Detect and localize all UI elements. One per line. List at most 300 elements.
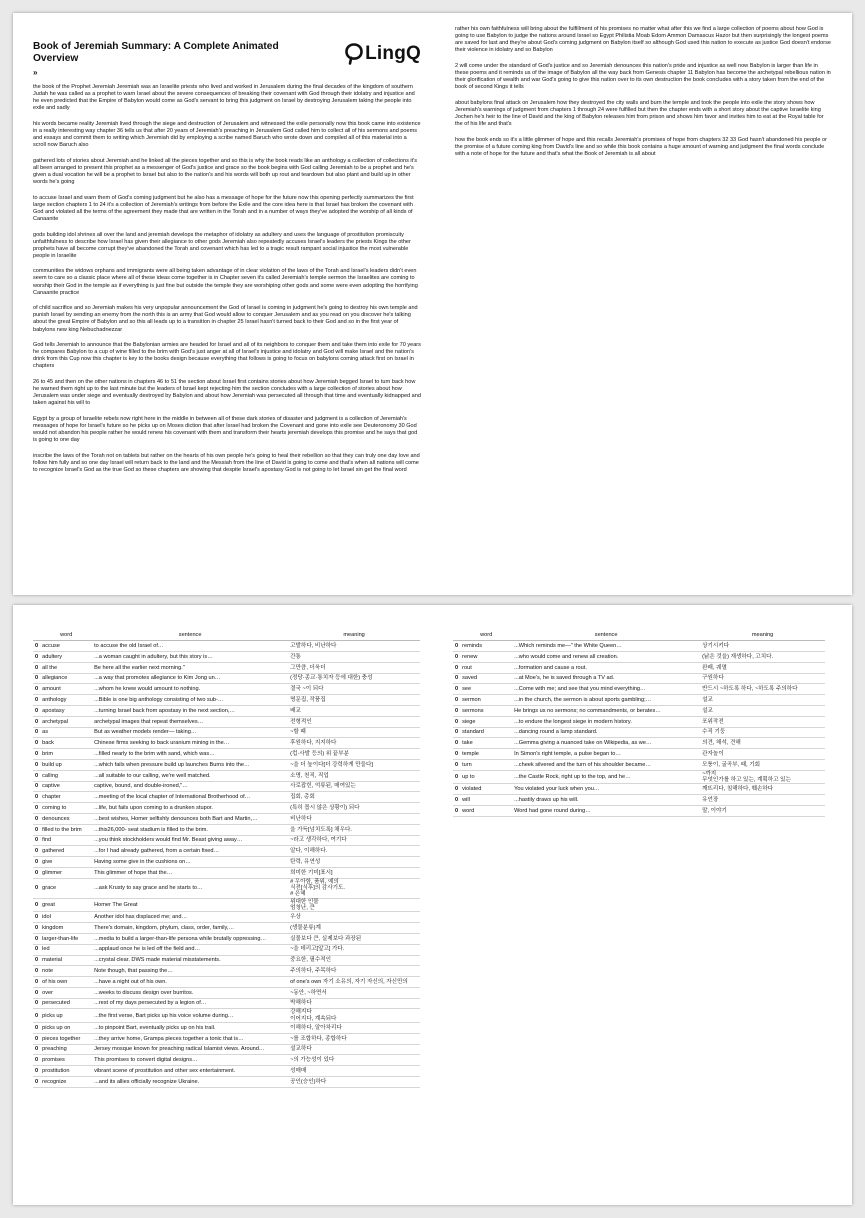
vocab-word: give bbox=[40, 857, 92, 868]
example-sentence: ...meeting of the local chapter of International Brotherhood of… bbox=[92, 792, 288, 803]
word-meaning: (특히 몹시 않은 상황이) 되다 bbox=[288, 803, 420, 814]
word-meaning: 전형적인 bbox=[288, 716, 420, 727]
word-meaning: 설교하다 bbox=[288, 1044, 420, 1055]
vocab-word: back bbox=[40, 738, 92, 749]
vocab-word: reminds bbox=[460, 641, 512, 652]
word-count: 0 bbox=[33, 955, 40, 966]
transcript-paragraph: gods building idol shrines all over the land and jeremiah develops the metaphor of idolatry as adultery and uses the language of prostitution promiscuity unfaithfulness to describe how Israel has given their allegiance to other gods Jeremiah also repeatedly accuses Israel's leaders the priests Kings the other prophets have all become corrupt they've abandoned the Torah and covenant which has led to a tragic result rampant social injustice the most vulnerable people in Israelite bbox=[33, 231, 411, 259]
word-meaning: 모퉁이, 굴곡부, 때, 기회 bbox=[700, 760, 825, 771]
vocab-word: of his own bbox=[40, 977, 92, 988]
vocab-word: adultery bbox=[40, 652, 92, 663]
word-meaning: 주의하다, 주목하다 bbox=[288, 966, 420, 977]
word-meaning: 반드시 ~하도록 하다, ~하도록 주의하다 bbox=[700, 684, 825, 695]
example-sentence: You violated your luck when you… bbox=[512, 784, 700, 795]
example-sentence: ...they arrive home, Grampa pieces together a tonic that is… bbox=[92, 1033, 288, 1044]
word-count: 0 bbox=[33, 987, 40, 998]
word-count: 0 bbox=[33, 1044, 40, 1055]
example-sentence: ...rest of my days persecuted by a legion of… bbox=[92, 998, 288, 1009]
word-count: 0 bbox=[33, 1077, 40, 1088]
example-sentence: ...which fails when pressure build up launches Burns into the… bbox=[92, 760, 288, 771]
transcript-paragraph: his words became reality Jeremiah lived through the siege and destruction of Jerusalem and witnessed the exile personally now this book came into existence in a really interesting way chapter 36 tells us that after 20 years of Jeremiah's preaching in Jerusalem God called him to collect all of his sermons and poems and essays and commit them to writing which Jeremiah did by employing a scribe named Baruch who wrote down and compiled all of this material into a scroll now Baruch also bbox=[33, 120, 421, 149]
example-sentence: vibrant scene of prostitution and other sex entertainment. bbox=[92, 1066, 288, 1077]
lingq-logo-icon bbox=[345, 43, 363, 65]
example-sentence: In Simon's right temple, a pulse began to… bbox=[512, 749, 700, 760]
vocab-row bbox=[453, 749, 825, 760]
word-count: 0 bbox=[453, 727, 460, 738]
vocab-row bbox=[453, 727, 825, 738]
vocab-word: will bbox=[460, 795, 512, 806]
word-meaning: 을 가득[넘치도록] 채우다. bbox=[288, 824, 420, 835]
vocab-row bbox=[453, 760, 825, 771]
header-word: word bbox=[460, 630, 512, 641]
word-meaning: of one's own 자기 소유의, 자기 자신의, 자신만의 bbox=[288, 977, 420, 988]
vocab-word: see bbox=[460, 684, 512, 695]
lingq-logo bbox=[345, 43, 421, 65]
vocab-row bbox=[33, 898, 420, 912]
vocab-word: up to bbox=[460, 770, 512, 784]
vocab-row bbox=[33, 706, 420, 717]
word-meaning: (낡은 것을) 재생하다, 고치다. bbox=[700, 652, 825, 663]
header-meaning: meaning bbox=[700, 630, 825, 641]
word-count: 0 bbox=[453, 806, 460, 817]
vocab-word: gathered bbox=[40, 846, 92, 857]
word-count: 0 bbox=[33, 835, 40, 846]
transcript-right-paragraphs bbox=[455, 26, 831, 158]
word-meaning: 알다, 이해하다. bbox=[288, 846, 420, 857]
word-count: 0 bbox=[453, 641, 460, 652]
word-count: 0 bbox=[33, 792, 40, 803]
vocab-word: as bbox=[40, 727, 92, 738]
vocab-row bbox=[33, 933, 420, 944]
word-count: 0 bbox=[33, 684, 40, 695]
vocab-word: rout bbox=[460, 662, 512, 673]
vocab-row bbox=[33, 1044, 420, 1055]
word-count: 0 bbox=[453, 716, 460, 727]
vocab-row bbox=[33, 1023, 420, 1034]
vocab-word: denounces bbox=[40, 814, 92, 825]
example-sentence: ...to pinpoint Bart, eventually picks up on his trail. bbox=[92, 1023, 288, 1034]
word-count: 0 bbox=[33, 738, 40, 749]
word-meaning: 배교 bbox=[288, 706, 420, 717]
vocab-word: take bbox=[460, 738, 512, 749]
vocab-word: apostasy bbox=[40, 706, 92, 717]
word-count: 0 bbox=[33, 781, 40, 792]
vocab-row bbox=[33, 1055, 420, 1066]
vocab-word: picks up bbox=[40, 1009, 92, 1023]
lingq-logo-text: LingQ bbox=[365, 43, 421, 64]
vocab-word: anthology bbox=[40, 695, 92, 706]
word-meaning: 상기시키다 bbox=[700, 641, 825, 652]
word-count: 0 bbox=[33, 662, 40, 673]
word-meaning: 그만큼, 더욱더 bbox=[288, 662, 420, 673]
transcript-paragraph: 2 will come under the standard of God's justice and so Jeremiah denounces this nation's pride and injustice as well now Babylon is larger than life in these poems and it reminds us of the image of Babylon all the way back from Genesis chapter 11 Babylon has become the archetypal rebellious nation in their glorification of wealth and war God's going to give this nation over to its own destruction the book concludes with a story taken from the end of the book of second Kings it tells bbox=[455, 62, 831, 91]
word-meaning: 유언장 bbox=[700, 795, 825, 806]
example-sentence: ...media to build a larger-than-life persona while brutally oppressing… bbox=[92, 933, 288, 944]
vocab-word: accuse bbox=[40, 641, 92, 652]
vocab-word: find bbox=[40, 835, 92, 846]
word-count: 0 bbox=[33, 977, 40, 988]
header-meaning: meaning bbox=[288, 630, 420, 641]
word-meaning: 완패, 궤멸 bbox=[700, 662, 825, 673]
example-sentence: ...turning Israel back from apostasy in the next section,… bbox=[92, 706, 288, 717]
vocabulary-table-left bbox=[33, 630, 420, 1088]
word-count: 0 bbox=[33, 846, 40, 857]
example-sentence: Jersey mosque known for preaching radical Islamist views. Around… bbox=[92, 1044, 288, 1055]
word-count: 0 bbox=[33, 878, 40, 898]
header-sentence: sentence bbox=[512, 630, 700, 641]
word-meaning: (정당·종교·통치자 등에 대한) 충성 bbox=[288, 673, 420, 684]
example-sentence: ...a way that promotes allegiance to Kim Jong un… bbox=[92, 673, 288, 684]
word-meaning: ~까지 무엇인가를 하고 있는, 계획하고 있는 bbox=[700, 770, 825, 784]
vocab-word: picks up on bbox=[40, 1023, 92, 1034]
example-sentence: ...the Castle Rock, right up to the top, and he… bbox=[512, 770, 700, 784]
vocab-word: promises bbox=[40, 1055, 92, 1066]
vocab-word: sermons bbox=[460, 706, 512, 717]
example-sentence: This promises to convert digital designs… bbox=[92, 1055, 288, 1066]
vocab-row bbox=[33, 1077, 420, 1088]
word-meaning: 말, 이야기 bbox=[700, 806, 825, 817]
transcript-paragraph: God tells Jeremiah to announce that the Babylonian armies are headed for Israel and all of its neighbors to conquer them and take them into exile for 70 years he compares Babylon to a cup of wine filled to the brim with God's just anger at all of Israel's injustice and idolatry and God will make Israel and the nation's drink from this Cup now this chapter is key to the books design because everything that follows is going to focus on babylons coming attack first on Israel in chapters bbox=[33, 342, 421, 370]
vocab-row bbox=[33, 662, 420, 673]
vocab-header-row bbox=[33, 630, 420, 641]
word-count: 0 bbox=[453, 706, 460, 717]
example-sentence: ...life, but fails upon coming to a drunken stupor. bbox=[92, 803, 288, 814]
word-meaning: 중요한, 필수적인 bbox=[288, 955, 420, 966]
vocabulary-rows-right bbox=[453, 641, 825, 817]
word-meaning: 위대한 인물 엄청난, 큰 bbox=[288, 898, 420, 912]
vocab-row bbox=[33, 987, 420, 998]
vocab-row bbox=[453, 695, 825, 706]
vocab-word: standard bbox=[460, 727, 512, 738]
example-sentence: ...applaud once he is led off the field and… bbox=[92, 944, 288, 955]
word-count: 0 bbox=[33, 1055, 40, 1066]
word-count: 0 bbox=[33, 1066, 40, 1077]
example-sentence: ...at Moe's, he is saved through a TV ad. bbox=[512, 673, 700, 684]
vocabulary-rows-left bbox=[33, 641, 420, 1088]
header-word: word bbox=[40, 630, 92, 641]
vocab-word: siege bbox=[460, 716, 512, 727]
word-count: 0 bbox=[33, 673, 40, 684]
vocab-word: temple bbox=[460, 749, 512, 760]
word-meaning: (컵·사발 등의) 위 끝부분 bbox=[288, 749, 420, 760]
vocab-row bbox=[33, 1033, 420, 1044]
vocab-row bbox=[33, 695, 420, 706]
word-count: 0 bbox=[453, 673, 460, 684]
vocab-row bbox=[453, 770, 825, 784]
vocab-word: preaching bbox=[40, 1044, 92, 1055]
word-count: 0 bbox=[33, 760, 40, 771]
word-meaning: 강해지다 이어지다, 계속되다 bbox=[288, 1009, 420, 1023]
vocab-row bbox=[33, 652, 420, 663]
word-meaning: ~라고 생각하다, 여기다 bbox=[288, 835, 420, 846]
vocab-row bbox=[453, 684, 825, 695]
transcript-paragraph: gathered lots of stories about Jeremiah and he linked all the pieces together and so this is why the book reads like an anthology a collection of collections it's all been arranged to present this prophet as a messenger of God's justice and grace so the book begins with God calling Jeremiah to be a prophet and he's given a dual vocation he will be a prophet to Israel but also to the nation's and his words will both up rout and teardown but also plant and build up in other words he's going bbox=[33, 157, 418, 186]
vocab-row bbox=[33, 912, 420, 923]
vocab-word: filled to the brim bbox=[40, 824, 92, 835]
transcript-right-column bbox=[455, 26, 831, 158]
word-meaning: 깨뜨리다, 침해하다, 훼손하다 bbox=[700, 784, 825, 795]
word-count: 0 bbox=[453, 662, 460, 673]
example-sentence: ...best wishes, Homer selfishly denounces both Bart and Martin,… bbox=[92, 814, 288, 825]
vocab-word: idol bbox=[40, 912, 92, 923]
word-count: 0 bbox=[33, 814, 40, 825]
vocab-row bbox=[33, 998, 420, 1009]
vocab-row bbox=[33, 977, 420, 988]
vocab-row bbox=[453, 738, 825, 749]
transcript-paragraph: 26 to 45 and then on the other nations in chapters 46 to 51 the section about Israel first contains stories about how Jeremiah begged Israel to turn back how he warned them right up to the last minute but the leaders of Israel kept rejecting him the section concludes with a large collection of stories about how Jerusalem was under siege and eventually destroyed by Babylon and about how Jeremiah was persecuted all through that time and eventually kidnapped and taken against his will to bbox=[33, 379, 421, 407]
vocab-row bbox=[453, 784, 825, 795]
example-sentence: Be here all the earlier next morning." bbox=[92, 662, 288, 673]
example-sentence: This glimmer of hope that the… bbox=[92, 868, 288, 879]
vocab-word: brim bbox=[40, 749, 92, 760]
word-meaning: 명문집, 작품집 bbox=[288, 695, 420, 706]
word-count: 0 bbox=[33, 933, 40, 944]
vocab-header-row bbox=[453, 630, 825, 641]
example-sentence: Having some give in the cushions on… bbox=[92, 857, 288, 868]
word-count: 0 bbox=[33, 803, 40, 814]
word-meaning: 집회, 총회 bbox=[288, 792, 420, 803]
vocab-row bbox=[33, 738, 420, 749]
vocab-row bbox=[453, 652, 825, 663]
word-meaning: 사로잡힌, 억류된, 매여있는 bbox=[288, 781, 420, 792]
vocab-word: violated bbox=[460, 784, 512, 795]
transcript-paragraph: about babylons final attack on Jerusalem how they destroyed the city walls and burn the temple and took the people into exile the story shows how Jeremiah's warnings of judgment from chapters 1 through 24 were fulfilled but then the chapter ends with a short story about the captive Israelite king Jochen he's heir to the line of David and the king of Babylon releases him from prison and shows him favor and invites him to eat at the Royal table for the of his life and that's bbox=[455, 99, 824, 128]
vocab-word: calling bbox=[40, 770, 92, 781]
word-meaning: 이해하다, 알아차리다 bbox=[288, 1023, 420, 1034]
word-count: 0 bbox=[33, 706, 40, 717]
vocab-word: larger-than-life bbox=[40, 933, 92, 944]
vocab-row bbox=[453, 795, 825, 806]
vocab-word: pieces together bbox=[40, 1033, 92, 1044]
vocab-row bbox=[33, 944, 420, 955]
example-sentence: ...to endure the longest siege in modern history. bbox=[512, 716, 700, 727]
word-count: 0 bbox=[33, 1023, 40, 1034]
example-sentence: captive, bound, and double-ironed,"… bbox=[92, 781, 288, 792]
vocab-word: amount bbox=[40, 684, 92, 695]
transcript-page bbox=[13, 13, 852, 595]
word-count: 0 bbox=[453, 760, 460, 771]
word-meaning: 포위작전 bbox=[700, 716, 825, 727]
word-count: 0 bbox=[33, 1033, 40, 1044]
word-count: 0 bbox=[33, 857, 40, 868]
vocab-row bbox=[33, 760, 420, 771]
transcript-paragraph: how the book ends so it's a little glimmer of hope and this recalls Jeremiah's promises of hope from chapters 32 33 God hasn't abandoned his people or the promise of a future coming king from David's line and so while this book contains a huge amount of warning and judgment the final words conclude with a note of hope for the future and that's what the Book of Jeremiah is all about bbox=[455, 136, 827, 157]
vocab-word: archetypal bbox=[40, 716, 92, 727]
vocab-row bbox=[33, 749, 420, 760]
vocab-word: glimmer bbox=[40, 868, 92, 879]
vocab-word: coming to bbox=[40, 803, 92, 814]
example-sentence: ...this26,000- seat stadium is filled to the brim. bbox=[92, 824, 288, 835]
vocab-word: captive bbox=[40, 781, 92, 792]
vocab-word: great bbox=[40, 898, 92, 912]
example-sentence: ...all suitable to our calling, we're well matched. bbox=[92, 770, 288, 781]
vocab-word: turn bbox=[460, 760, 512, 771]
word-count: 0 bbox=[33, 824, 40, 835]
word-meaning: 공인(승인)하다 bbox=[288, 1077, 420, 1088]
word-meaning: ~을 더 높이다[더 강력하게 만들다] bbox=[288, 760, 420, 771]
word-count: 0 bbox=[453, 784, 460, 795]
word-count: 0 bbox=[33, 923, 40, 934]
word-count: 0 bbox=[33, 998, 40, 1009]
vocab-row bbox=[453, 706, 825, 717]
word-count: 0 bbox=[33, 695, 40, 706]
word-meaning: 수직 기둥 bbox=[700, 727, 825, 738]
example-sentence: Homer The Great bbox=[92, 898, 288, 912]
example-sentence: ...Which reminds me—" the White Queen… bbox=[512, 641, 700, 652]
vocab-word: build up bbox=[40, 760, 92, 771]
vocab-row bbox=[33, 673, 420, 684]
vocab-row bbox=[453, 673, 825, 684]
example-sentence: Chinese firms seeking to back uranium mining in the… bbox=[92, 738, 288, 749]
example-sentence: ...Bible is one big anthology consisting of two sub-… bbox=[92, 695, 288, 706]
word-meaning: ~동안, ~하면서 bbox=[288, 987, 420, 998]
example-sentence: ...for I had already gathered, from a certain fixed… bbox=[92, 846, 288, 857]
example-sentence: ...and its allies officially recognize Ukraine. bbox=[92, 1077, 288, 1088]
example-sentence: ...filled nearly to the brim with sand, which was… bbox=[92, 749, 288, 760]
word-meaning: 소명, 천직, 직업 bbox=[288, 770, 420, 781]
vocab-row bbox=[453, 662, 825, 673]
example-sentence: There's domain, kingdom, phylum, class, order, family,… bbox=[92, 923, 288, 934]
word-meaning: # 우아함, 품위, 예의 식전[식후]의 감사기도. # 은혜 bbox=[288, 878, 420, 898]
vocab-word: recognize bbox=[40, 1077, 92, 1088]
vocab-row bbox=[33, 684, 420, 695]
vocab-word: note bbox=[40, 966, 92, 977]
word-meaning: (생물분류)계 bbox=[288, 923, 420, 934]
example-sentence: ...cheek silvered and the turn of his shoulder became… bbox=[512, 760, 700, 771]
vocab-word: word bbox=[460, 806, 512, 817]
vocab-word: saved bbox=[460, 673, 512, 684]
vocab-row bbox=[33, 770, 420, 781]
example-sentence: ...ask Krusty to say grace and he starts to… bbox=[92, 878, 288, 898]
transcript-paragraph: the book of the Prophet Jeremiah Jeremiah was an Israelite priests who lived and worked in Jerusalem during the final decades of the kingdom of southern Judah he was called as a prophet to warn Israel about the severe consequences of breaking their covenant with God through their idolatry and injustice and he even predicted that the Empire of Babylon would come as God's servant to bring this judgment on Israel by destroying Jerusalem taking the people into exile and sadly bbox=[33, 84, 415, 112]
vocab-word: all the bbox=[40, 662, 92, 673]
vocab-word: over bbox=[40, 987, 92, 998]
word-count: 0 bbox=[33, 944, 40, 955]
example-sentence: ...Come with me; and see that you mind everything… bbox=[512, 684, 700, 695]
example-sentence: ...formation and cause a rout. bbox=[512, 662, 700, 673]
word-meaning: 구원하다 bbox=[700, 673, 825, 684]
example-sentence: ...crystal clear. DWS made material misstatements. bbox=[92, 955, 288, 966]
word-meaning: 후원하다, 지지하다 bbox=[288, 738, 420, 749]
word-meaning: 의견, 해석, 견해 bbox=[700, 738, 825, 749]
vocab-row bbox=[33, 814, 420, 825]
example-sentence: ...a woman caught in adultery, but this story is… bbox=[92, 652, 288, 663]
word-meaning: ~의 가능성이 있다 bbox=[288, 1055, 420, 1066]
header-sentence: sentence bbox=[92, 630, 288, 641]
title-row bbox=[33, 41, 421, 67]
vocabulary-table-right bbox=[453, 630, 825, 817]
vocab-row bbox=[33, 781, 420, 792]
word-count: 0 bbox=[33, 868, 40, 879]
vocab-word: prostitution bbox=[40, 1066, 92, 1077]
vocab-row bbox=[33, 803, 420, 814]
vocab-row bbox=[33, 835, 420, 846]
vocab-word: kingdom bbox=[40, 923, 92, 934]
header-spacer bbox=[33, 630, 40, 641]
vocab-row bbox=[33, 966, 420, 977]
transcript-paragraph: to accuse Israel and warn them of God's coming judgment but he also has a message of hope for the future now this opening perfectly summarizes the first large section chapters 1 to 24 it's a collection of Jeremiah's writings from before the Exile and the core idea here is that Israel has broken the covenant with God and violated all the terms of the agreement they made that are written in the Torah and in a number of ways they've adopted the worship of all kinds of Canaanite bbox=[33, 194, 414, 222]
word-count: 0 bbox=[33, 770, 40, 781]
example-sentence: Another idol has displaced me; and… bbox=[92, 912, 288, 923]
word-count: 0 bbox=[33, 749, 40, 760]
transcript-left-column bbox=[33, 41, 421, 474]
example-sentence: ...in the church, the sermon is about sports gambling;… bbox=[512, 695, 700, 706]
example-sentence: Note though, that passing the… bbox=[92, 966, 288, 977]
word-meaning: 성매매 bbox=[288, 1066, 420, 1077]
vocab-row bbox=[33, 727, 420, 738]
vocab-word: allegiance bbox=[40, 673, 92, 684]
transcript-paragraph: inscribe the laws of the Torah not on tablets but rather on the hearts of his own people he's going to heal their rebellion so that they can truly one day love and follow him fully and so one day Israel will return back to the land and the Messiah from the line of David is going to come and that's when all nations will come to recognize Israel's God as the true God so these chapters are showing that despite Israel's apostasy God is not going to let Israel sin get the final word bbox=[33, 452, 420, 473]
word-count: 0 bbox=[453, 652, 460, 663]
vocab-row bbox=[33, 857, 420, 868]
word-count: 0 bbox=[33, 1009, 40, 1023]
word-meaning: ~을 데리고[앞고] 가다. bbox=[288, 944, 420, 955]
word-meaning: 관자놀이 bbox=[700, 749, 825, 760]
word-count: 0 bbox=[453, 770, 460, 784]
vocab-row bbox=[33, 923, 420, 934]
vocab-row bbox=[33, 641, 420, 652]
word-meaning: ~할 때 bbox=[288, 727, 420, 738]
vocab-row bbox=[33, 1009, 420, 1023]
vocab-row bbox=[33, 846, 420, 857]
word-meaning: ~를 조합하다, 종합하다 bbox=[288, 1033, 420, 1044]
vocab-word: chapter bbox=[40, 792, 92, 803]
vocab-row bbox=[453, 641, 825, 652]
word-count: 0 bbox=[453, 749, 460, 760]
word-meaning: 박해하다 bbox=[288, 998, 420, 1009]
transcript-paragraph: of child sacrifice and so Jeremiah makes his very unpopular announcement the God of Israel is coming in judgment he's going to destroy his own temple and punish Israel by sending an enemy from the north this is an army that God would allow to conquer Jerusalem and as you read on you discover he's talking about the great Empire of Babylon and so this all leads up to a transition in chapter 25 Israel hasn't turned back to their God and so in the first year of babylons new king Nebuchadnezzar bbox=[33, 305, 418, 333]
example-sentence: ...weeks to discuss design over burritos. bbox=[92, 987, 288, 998]
vocab-row bbox=[33, 1066, 420, 1077]
header-spacer bbox=[453, 630, 460, 641]
quote-mark: » bbox=[33, 68, 38, 77]
word-meaning: 설교 bbox=[700, 695, 825, 706]
vocab-row bbox=[453, 806, 825, 817]
example-sentence: to accuse the old Israel of… bbox=[92, 641, 288, 652]
example-sentence: archetypal images that repeat themselves… bbox=[92, 716, 288, 727]
word-meaning: 고발하다, 비난하다 bbox=[288, 641, 420, 652]
example-sentence: ...you think stockholders would find Mr. Beast giving away… bbox=[92, 835, 288, 846]
vocab-row bbox=[33, 716, 420, 727]
word-meaning: 설교 bbox=[700, 706, 825, 717]
example-sentence: ...have a night out of his own. bbox=[92, 977, 288, 988]
word-count: 0 bbox=[453, 795, 460, 806]
word-meaning: 결국 ~이 되다 bbox=[288, 684, 420, 695]
example-sentence: ...whom he knew would amount to nothing. bbox=[92, 684, 288, 695]
example-sentence: ...hastily draws up his will. bbox=[512, 795, 700, 806]
example-sentence: ...Gemma giving a nuanced take on Wikipedia, as we… bbox=[512, 738, 700, 749]
word-count: 0 bbox=[453, 684, 460, 695]
example-sentence: But as weather models render— taking… bbox=[92, 727, 288, 738]
example-sentence: ...dancing round a lamp standard. bbox=[512, 727, 700, 738]
example-sentence: ...who would come and renew all creation. bbox=[512, 652, 700, 663]
vocab-word: material bbox=[40, 955, 92, 966]
vocab-word: renew bbox=[460, 652, 512, 663]
page-title: Book of Jeremiah Summary: A Complete Animated Overview bbox=[33, 41, 279, 64]
vocab-word: sermon bbox=[460, 695, 512, 706]
word-count: 0 bbox=[33, 727, 40, 738]
transcript-paragraph: Egypt by a group of Israelite rebels now right here in the middle in between all of these dark stories of disaster and judgment is a collection of Jeremiah's messages of hope for Israel's future so he picks up on Moses diction that after Israel had broken the Covenant and gone into exile see Deuteronomy 30 God would not abandon his people rather he would renew his covenant with them and transform their hearts jeremiah develops this promise and he says that god is going to one day bbox=[33, 415, 418, 444]
vocab-row bbox=[33, 955, 420, 966]
word-meaning: 실물보다 큰, 실제보다 과장된 bbox=[288, 933, 420, 944]
word-count: 0 bbox=[33, 716, 40, 727]
vocab-row bbox=[453, 716, 825, 727]
word-count: 0 bbox=[453, 738, 460, 749]
word-meaning: 우상 bbox=[288, 912, 420, 923]
vocab-word: grace bbox=[40, 878, 92, 898]
vocab-row bbox=[33, 868, 420, 879]
word-meaning: 간통 bbox=[288, 652, 420, 663]
